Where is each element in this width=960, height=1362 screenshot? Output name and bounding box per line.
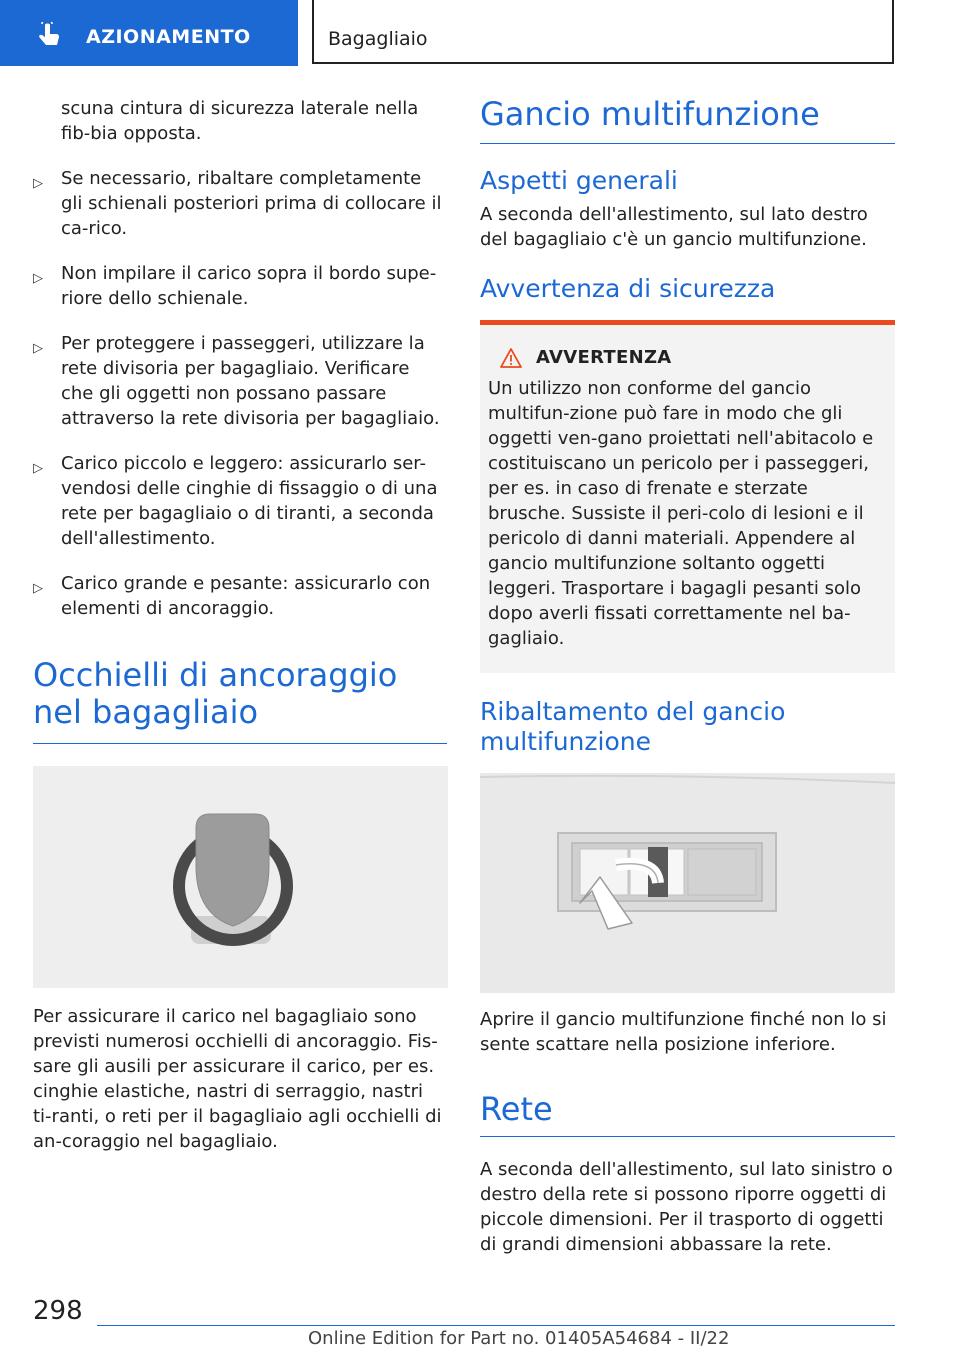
edition-text: Online Edition for Part no. 01405A54684 - II/22 bbox=[308, 1328, 730, 1349]
hook-illustration bbox=[480, 773, 895, 993]
anchor-eyes-heading: Occhielli di ancoraggio nel bagagliaio bbox=[33, 657, 447, 744]
list-item: ▷ Carico piccolo e leggero: assicurarlo ser-vendosi delle cinghie di fissaggio o di una rete per bagagliaio o di tiranti, a seconda dell'allestimento. bbox=[33, 453, 438, 549]
anchor-eye-illustration bbox=[33, 766, 448, 988]
triangle-bullet-icon: ▷ bbox=[33, 271, 43, 286]
section-tab bbox=[0, 0, 298, 66]
warning-label: AVVERTENZA bbox=[536, 347, 672, 368]
chapter-label: Bagagliaio bbox=[328, 28, 428, 50]
triangle-bullet-icon: ▷ bbox=[33, 176, 43, 191]
triangle-bullet-icon: ▷ bbox=[33, 341, 43, 356]
net-heading: Rete bbox=[480, 1091, 895, 1137]
anchor-eyes-paragraph: Per assicurare il carico nel bagagliaio sono previsti numerosi occhielli di ancoraggio. Fis-sare gli ausili per assicurare il carico, per es. cinghie elastiche, nastri di serraggio, nastri ti-ranti, o reti per il bagagliaio agli occhielli di an-coraggio nel bagagliaio. bbox=[33, 1006, 442, 1152]
triangle-bullet-icon: ▷ bbox=[33, 461, 43, 476]
warning-box bbox=[480, 320, 895, 673]
multifunction-hook-heading: Gancio multifunzione bbox=[480, 96, 895, 144]
page-header bbox=[0, 0, 960, 66]
list-item: ▷ Non impilare il carico sopra il bordo supe-riore dello schienale. bbox=[33, 263, 437, 309]
general-text: A seconda dell'allestimento, sul lato destro del bagagliaio c'è un gancio multifunzione. bbox=[480, 204, 868, 250]
triangle-bullet-icon: ▷ bbox=[33, 581, 43, 596]
left-column bbox=[33, 96, 447, 1154]
fold-text: Aprire il gancio multifunzione finché non lo si sente scattare nella posizione inferiore. bbox=[480, 1009, 887, 1055]
fold-heading: Ribaltamento del gancio multifunzione bbox=[480, 697, 786, 756]
footer-divider bbox=[97, 1325, 895, 1326]
hook-fold-icon bbox=[480, 773, 895, 993]
list-item: ▷ Carico grande e pesante: assicurarlo con elementi di ancoraggio. bbox=[33, 573, 431, 619]
general-heading: Aspetti generali bbox=[480, 166, 678, 195]
safety-heading: Avvertenza di sicurezza bbox=[480, 274, 776, 303]
right-column bbox=[480, 96, 895, 1257]
section-label: AZIONAMENTO bbox=[86, 26, 251, 48]
list-item: ▷ Se necessario, ribaltare completamente gli schienali posteriori prima di collocare il ca-rico. bbox=[33, 168, 442, 239]
warning-triangle-icon bbox=[500, 348, 522, 368]
intro-continuation: scuna cintura di sicurezza laterale nella fib-bia opposta. bbox=[61, 98, 419, 144]
list-item: ▷ Per proteggere i passeggeri, utilizzare la rete divisoria per bagagliaio. Verificare che gli oggetti non possano passare attraverso la rete divisoria per bagagliaio. bbox=[33, 333, 440, 429]
hand-pointer-icon bbox=[34, 22, 64, 52]
warning-header bbox=[500, 347, 887, 368]
net-text: A seconda dell'allestimento, sul lato sinistro o destro della rete si possono riporre oggetti di piccole dimensioni. Per il trasporto di oggetti di grandi dimensioni abbassare la rete. bbox=[480, 1159, 893, 1255]
chapter-box bbox=[312, 0, 894, 64]
bullet-list bbox=[33, 166, 447, 621]
anchor-eye-icon bbox=[33, 766, 448, 988]
page-number: 298 bbox=[33, 1296, 83, 1326]
warning-text: Un utilizzo non conforme del gancio multifun-zione può fare in modo che gli oggetti ven-gano proiettati nell'abitacolo e costituiscano un pericolo per i passeggeri, per es. in caso di frenate e sterzate brusche. Sussiste il peri-colo di lesioni e il pericolo di danni materiali. Appendere al gancio multifunzione soltanto oggetti leggeri. Trasportare i bagagli pesanti solo dopo averli fissati correttamente nel ba-gagliaio. bbox=[488, 378, 874, 649]
